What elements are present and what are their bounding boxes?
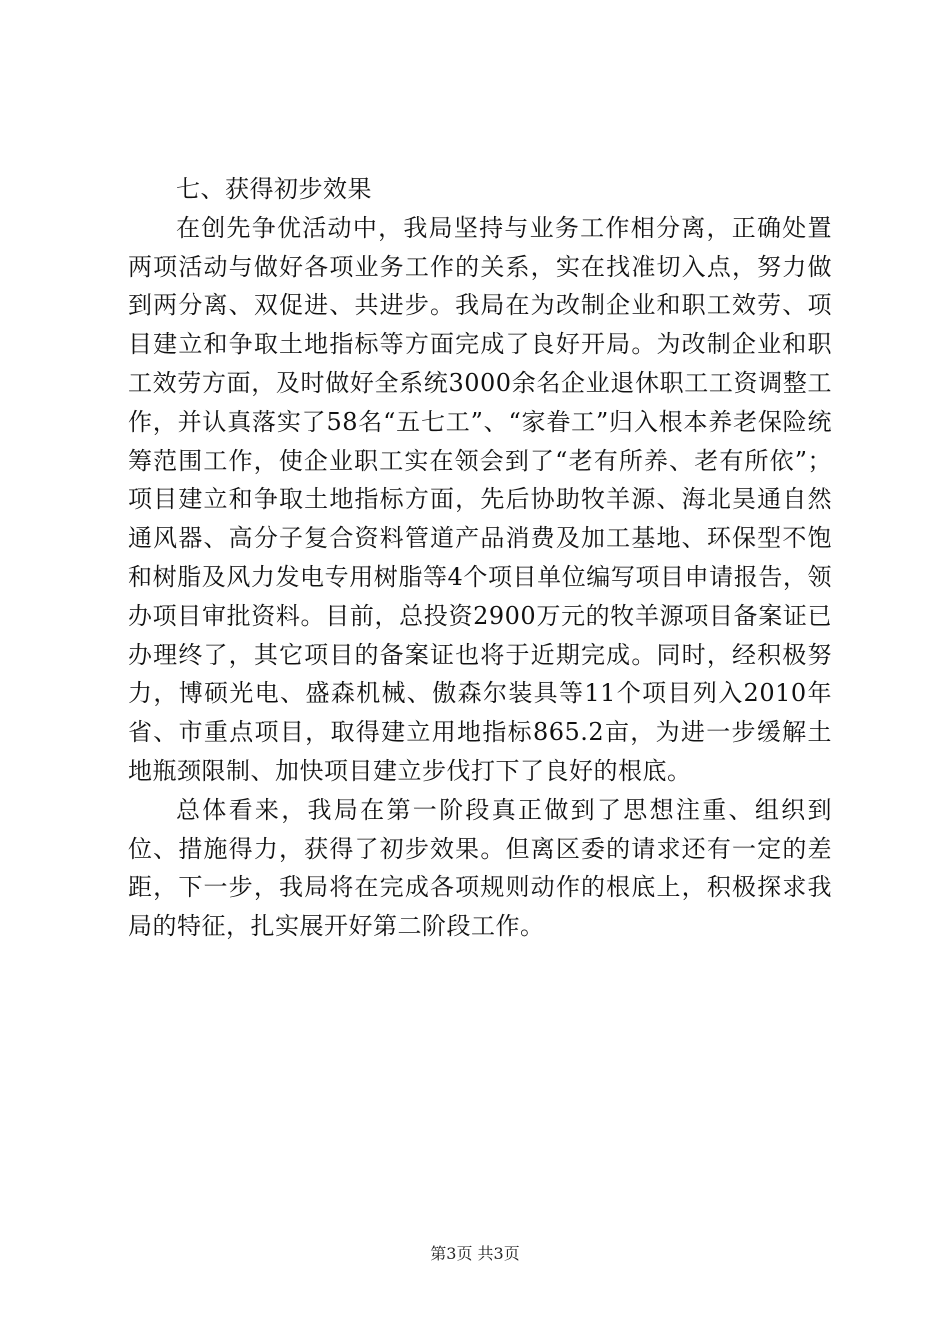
body-paragraph: 总体看来，我局在第一阶段真正做到了思想注重、组织到位、措施得力，获得了初步效果。但离区委的请求还有一定的差距，下一步，我局将在完成各项规则动作的根底上，积极探求我局的特征，扎实展开好第二阶段工作。 [128, 795, 832, 941]
page-footer: 第3页 共3页 [430, 1244, 520, 1263]
body-paragraph: 在创先争优活动中，我局坚持与业务工作相分离，正确处置两项活动与做好各项业务工作的关系，实在找准切入点，努力做到两分离、双促进、共进步。我局在为改制企业和职工效劳、项目建立和争取土地指标等方面完成了良好开局。为改制企业和职工效劳方面，及时做好全系统3000余名企业退休职工工资调整工作，并认真落实了58名“五七工”、“家眷工”归入根本养老保险统筹范围工作，使企业职工实在领会到了“老有所养、老有所依”；项目建立和争取土地指标方面，先后协助牧羊源、海北昊通自然通风器、高分子复合资料管道产品消费及加工基地、环保型不饱和树脂及风力发电专用树脂等4个项目单位编写项目申请报告，领办项目审批资料。目前，总投资2900万元的牧羊源项目备案证已办理终了，其它项目的备案证也将于近期完成。同时，经积极努力，博硕光电、盛森机械、傲森尔装具等11个项目列入2010年省、市重点项目，取得建立用地指标865.2亩，为进一步缓解土地瓶颈限制、加快项目建立步伐打下了良好的根底。 [128, 213, 832, 785]
document-body [128, 170, 832, 946]
section-heading: 七、获得初步效果 [176, 175, 372, 203]
